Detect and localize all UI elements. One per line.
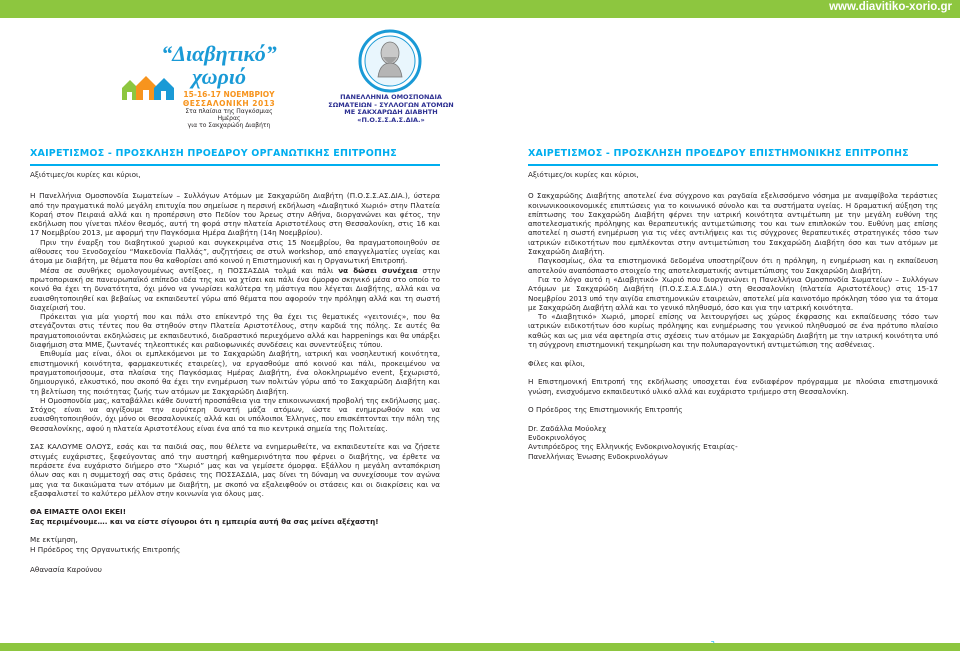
left-paragraph-7: ΣΑΣ ΚΑΛΟΥΜΕ ΟΛΟΥΣ, εσάς και τα παιδιά σας, που θέλετε να ενημερωθείτε, να εκπαιδευτείτε και να ζήσετε στιγμές ευχάριστες, ξεφεύγοντας από την αυστηρή καθημερινότητα που φέρνει ο διαβήτης, να έρθετε να περάσετε ένα ευχάριστο διήμερο στο “Χωριό” μας και να γεμίσετε όμορφα. Εξάλλου η μεγάλη ανταπόκριση όλων σας και η συμμετοχή σας στις δράσεις της ΠΟΣΣΑΣΔΙΑ, μας δίνει τη δύναμη να συνεχίσουμε τον αγώνα μας για τα δικαιώματα των ατόμων με διαβήτη, με σκοπό να εξαλειφθούν οι στάσεις και οι διακρίσεις και να εξασφαλιστεί το καλύτερο μέλλον στην κοινωνία για όλους μας. xyxy=(30,442,440,498)
right-paragraph-3: Για το λόγο αυτό η «Διαβητικό» Χωριό που διοργανώνει η Πανελλήνια Ομοσπονδία Σωματείων – Συλλόγων Ατόμων με Σακχαρώδη Διαβήτη (Π.Ο.Σ.Σ.Α.Σ.ΔΙΑ.) στη Θεσσαλονίκη (πλατεία Αριστοτέλους) στις 15-17 Νοεμβρίου 2013 υπό την αιγίδα επιστημονικών εταιρειών, αποτελεί μία καινοτόμο πρόκληση τόσο για τα άτομα με Σακχαρώδη Διαβήτη αλλά και το γενικό πληθυσμό, όσο και για την ιατρική κοινότητα. xyxy=(528,274,938,312)
right-paragraph-2: Παγκοσμίως, όλα τα επιστημονικά δεδομένα υποστηρίζουν ότι η πρόληψη, η ενημέρωση και η εκπαίδευση αποτελούν αναπόσπαστο στοιχείο της αποτελεσματικής αντιμετώπισης του Σακχαρώδη Διαβήτη. xyxy=(528,256,938,275)
left-p3-c: στην πρωτοποριακή σε πανευρωπαϊκό επίπεδο ιδέα της και να χτίσει και πάλι ένα όμορφο σκηνικό μέσα στο οποίο το κοινό θα έχει τη δυνατότητα, όχι μόνο να γνωρίσει καλύτερα τη μάστιγα που λέγεται Διαβήτης, αλλά και να ευαισθητοποιηθεί και βεβαίως να εκπαιδευτεί γύρω από θέματα που αφορούν την πρόληψη αλλά και τη σωστή διαχείρισή του. xyxy=(30,265,440,312)
right-sign-name: Dr. Ζαδάλλα Μούολεχ xyxy=(528,423,607,433)
federation-line-2: ΣΩΜΑΤΕΙΩΝ - ΣΥΛΛΟΓΩΝ ΑΤΟΜΩΝ xyxy=(328,100,454,109)
right-paragraph-4: Το «Διαβητικό» Χωριό, μπορεί επίσης να λειτουργήσει ως χώρος έκφρασης και εκπαίδευσης τόσο των ιατρικών ειδικοτήτων όσο κυρίως πρόληψης και ενημέρωσης του γενικού πληθυσμού σε ένα πρότυπο πλαίσιο καθώς και ως μια νέα αφετηρία στις σχέσεις των ατόμων με Σακχαρώδη Διαβήτη με την ιατρική κοινότητα υπό τη σύγχρονη επιστημονική τεκμηρίωση και την πολυπαραγοντική αντιμετώπιση της ασθένειας. xyxy=(528,312,938,350)
right-sign-line-4: Πανελλήνιας Ένωσης Ενδοκρινολόγων xyxy=(528,451,668,461)
federation-line-4: «Π.Ο.Σ.Σ.Α.Σ.ΔΙΑ.» xyxy=(357,115,425,124)
left-call-2-text: Σας περιμένουμε…. και να είστε σίγουροι ότι η εμπειρία αυτή θα σας μείνει αξέχαστη! xyxy=(30,516,379,526)
left-sign-name: Αθανασία Καρούνου xyxy=(30,564,102,574)
event-logo-line2: χωριό xyxy=(192,64,246,89)
left-column xyxy=(30,170,440,574)
left-paragraph-2: Πριν την έναρξη του διαβητικού χωριού και συγκεκριμένα στις 15 Νοεμβρίου, θα πραγματοποιηθούν σε αίθουσες του Ξενοδοχείου “Μακεδονία Παλλάς”, συζητήσεις σε στυλ workshop, από επαγγελματίες υγείας και άτομα με διαβήτη, με θέματα που θα καθορίσει από κοινού η Επιστημονική και η Οργανωτική Επιτροπή. xyxy=(30,237,440,266)
event-logo-info xyxy=(174,90,284,129)
left-call-1-text: ΘΑ ΕΙΜΑΣΤΕ ΟΛΟΙ ΕΚΕΙ! xyxy=(30,507,126,517)
top-bar xyxy=(0,0,960,18)
right-greeting: Αξιότιμες/οι κυρίες και κύριοι, xyxy=(528,170,639,179)
event-dates: 15-16-17 ΝΟΕΜΒΡΙΟΥ xyxy=(183,90,275,99)
event-city: ΘΕΣΣΑΛΟΝΙΚΗ 2013 xyxy=(182,99,276,108)
left-closing: Με εκτίμηση, xyxy=(30,535,78,545)
federation-name xyxy=(326,94,456,124)
left-paragraph-5: Επιθυμία μας είναι, όλοι οι εμπλεκόμενοι με το Σακχαρώδη Διαβήτη, ιατρική και νοσηλευτική κοινότητα, επιστημονική κοινότητα, φαρμακευτικές εταιρείες), να εργασθούμε από κοινού και πάλι, προκειμένου να πραγματοποιήσουμε, στα πλαίσια της Παγκόσμιας Ημέρας Διαβήτη, ένα ολοκληρωμένο event, ξεχωριστό, δημιουργικό, ελκυστικό, που σκοπό θα έχει την ενημέρωση των πολιτών γύρω από το Σακχαρώδη Διαβήτη και τη βελτίωση της ποιότητας ζωής των ατόμων με Σακχαρώδη Διαβήτη. xyxy=(30,349,440,396)
left-paragraph-3 xyxy=(30,266,440,312)
site-url[interactable]: www.diavitiko-xorio.gr xyxy=(829,1,952,13)
federation-line-3: ΜΕ ΣΑΚΧΑΡΩΔΗ ΔΙΑΒΗΤΗ xyxy=(344,108,438,117)
event-context-2: για το Σακχαρώδη Διαβήτη xyxy=(187,122,271,129)
left-paragraph-6: Η Ομοσπονδία μας, καταβάλλει κάθε δυνατή προσπάθεια για την επικοινωνιακή προβολή της εκδήλωσης μας. Στόχος είναι να αγγίξουμε την ευρύτερη δυνατή μάζα ατόμων, ώστε να ενημερωθούν και να ευαισθητοποιηθούν, όχι μόνο οι Θεσσαλονικείς αλλά και οι υπόλοιποι Έλληνες, που επισκέπτονται την πόλη της Θεσσαλονίκης, αφού η πλατεία Αριστοτέλους είναι ένα από τα πιο κεντρικά σημεία της Πολιτείας. xyxy=(30,395,440,433)
left-heading: ΧΑΙΡΕΤΙΣΜΟΣ - ΠΡΟΣΚΛΗΣΗ ΠΡΟΕΔΡΟΥ ΟΡΓΑΝΩΤΙΚΗΣ ΕΠΙΤΡΟΠΗΣ xyxy=(30,148,397,159)
right-heading: ΧΑΙΡΕΤΙΣΜΟΣ - ΠΡΟΣΚΛΗΣΗ ΠΡΟΕΔΡΟΥ ΕΠΙΣΤΗΜΟΝΙΚΗΣ ΕΠΙΤΡΟΠΗΣ xyxy=(528,148,909,159)
left-call-2 xyxy=(30,517,440,526)
left-paragraph-4: Πρόκειται για μία γιορτή που και πάλι στο επίκεντρό της θα έχει τις θεματικές «γειτονιές», που θα στεγάζονται στις τέντες που θα στηθούν στην Πλατεία Αριστοτέλους, στην καρδιά της πόλης. Σε αυτές θα πραγματοποιούνται εκδηλώσεις με εκπαιδευτικό, διαδραστικό περιεχόμενο αλλά και happenings και θα υπάρξει διαφήμιση στα ΜΜΕ, ζωντανές τηλεοπτικές και ραδιοφωνικές συνδέσεις και συνεντεύξεις τύπου. xyxy=(30,312,440,350)
federation-line-1: ΠΑΝΕΛΛΗΝΙΑ ΟΜΟΣΠΟΝΔΙΑ xyxy=(340,93,442,101)
event-logo-line1: “Διαβητικό” xyxy=(161,41,277,66)
bottom-bar xyxy=(0,643,960,651)
right-heading-rule xyxy=(528,164,938,166)
right-paragraph-7: Ο Πρόεδρος της Επιστημονικής Επιτροπής xyxy=(528,405,683,415)
houses-icon xyxy=(120,70,180,104)
right-column xyxy=(528,170,938,461)
left-paragraph-1: Η Πανελλήνια Ομοσπονδία Σωματείων – Συλλόγων Ατόμων με Σακχαρώδη Διαβήτη (Π.Ο.Σ.Σ.ΑΣ.ΔΙΑ.), ύστερα από την πραγματικά πολύ μεγάλη επιτυχία που σημείωσε η περσινή εκδήλωση «Διαβητικό Χωριό» στην Πλατεία Κοραή στον Πειραιά αλλά και η προπέρσινη στο Πεδίον του Άρεως στην Αθήνα, διοργανώνει και φέτος, την εκδήλωση που γίνεται πλέον θεσμός, αυτή τη φορά στην πλατεία Αριστοτέλους στη Θεσσαλονίκη, στις 16 και 17 Νοεμβρίου 2013, με αφορμή την Παγκόσμια Ημέρα Διαβήτη (14η Νοεμβρίου). xyxy=(30,191,440,238)
left-p3-a: Μέσα σε συνθήκες ομολογουμένως αντίξοες, η ΠΟΣΣΑΣΔΙΑ τολμά και πάλι xyxy=(40,265,339,275)
right-paragraph-5: Φίλες και φίλοι, xyxy=(528,358,585,368)
left-heading-rule xyxy=(30,164,440,166)
event-context-1: Στα πλαίσια της Παγκόσμιας Ημέρας xyxy=(185,108,273,122)
right-sign-line-2: Ενδοκρινολόγος xyxy=(528,433,587,443)
federation-logo-icon xyxy=(350,29,430,93)
left-sign-role: Η Πρόεδρος της Οργανωτικής Επιτροπής xyxy=(30,544,181,554)
left-greeting: Αξιότιμες/οι κυρίες και κύριοι, xyxy=(30,170,141,179)
right-sign-line-3: Αντιπρόεδρος της Ελληνικής Ενδοκρινολογικής Εταιρίας- xyxy=(528,442,738,452)
right-paragraph-1: Ο Σακχαρώδης Διαβήτης αποτελεί ένα σύγχρονο και ραγδαία εξελισσόμενο νόσημα με αναμφίβολα τεράστιες κοινωνικοοικονομικές επιπτώσεις για το κοινωνικό σύνολο και τα συστήματα υγείας. Η δραματική αύξηση της επίπτωσης του Σακχαρώδη Διαβήτη φέρνει την ιατρική κοινότητα αντιμέτωπη με την μεγάλη ευθύνη της αποτελεσματικής πρόληψης και θεραπευτικής αντιμετώπισης του και των επιπλοκών του. Ευθύνη μας επίσης αποτελεί η σωστή ενημέρωση για τις νέες αντιλήψεις και τις σύγχρονες θεραπευτικές στρατηγικές τόσο των ιατρικών ειδικοτήτων που εμπλέκονται στην αντιμετώπιση του Σακχαρώδη Διαβήτη όσο και των ατόμων με Σακχαρώδη Διαβήτη. xyxy=(528,191,938,257)
left-call-1 xyxy=(30,507,440,516)
right-paragraph-6: Η Επιστημονική Επιτροπή της εκδήλωσης υποσχεται ένα ενδιαφέρον πρόγραμμα με πλούσια επιστημονικά γνώση, ενισχυόμενο εκπαιδευτικό υλικό αλλά και ευχάριστο τριήμερο στη Θεσσαλονίκη. xyxy=(528,377,938,396)
left-p3-bold: να δώσει συνέχεια xyxy=(338,265,418,275)
